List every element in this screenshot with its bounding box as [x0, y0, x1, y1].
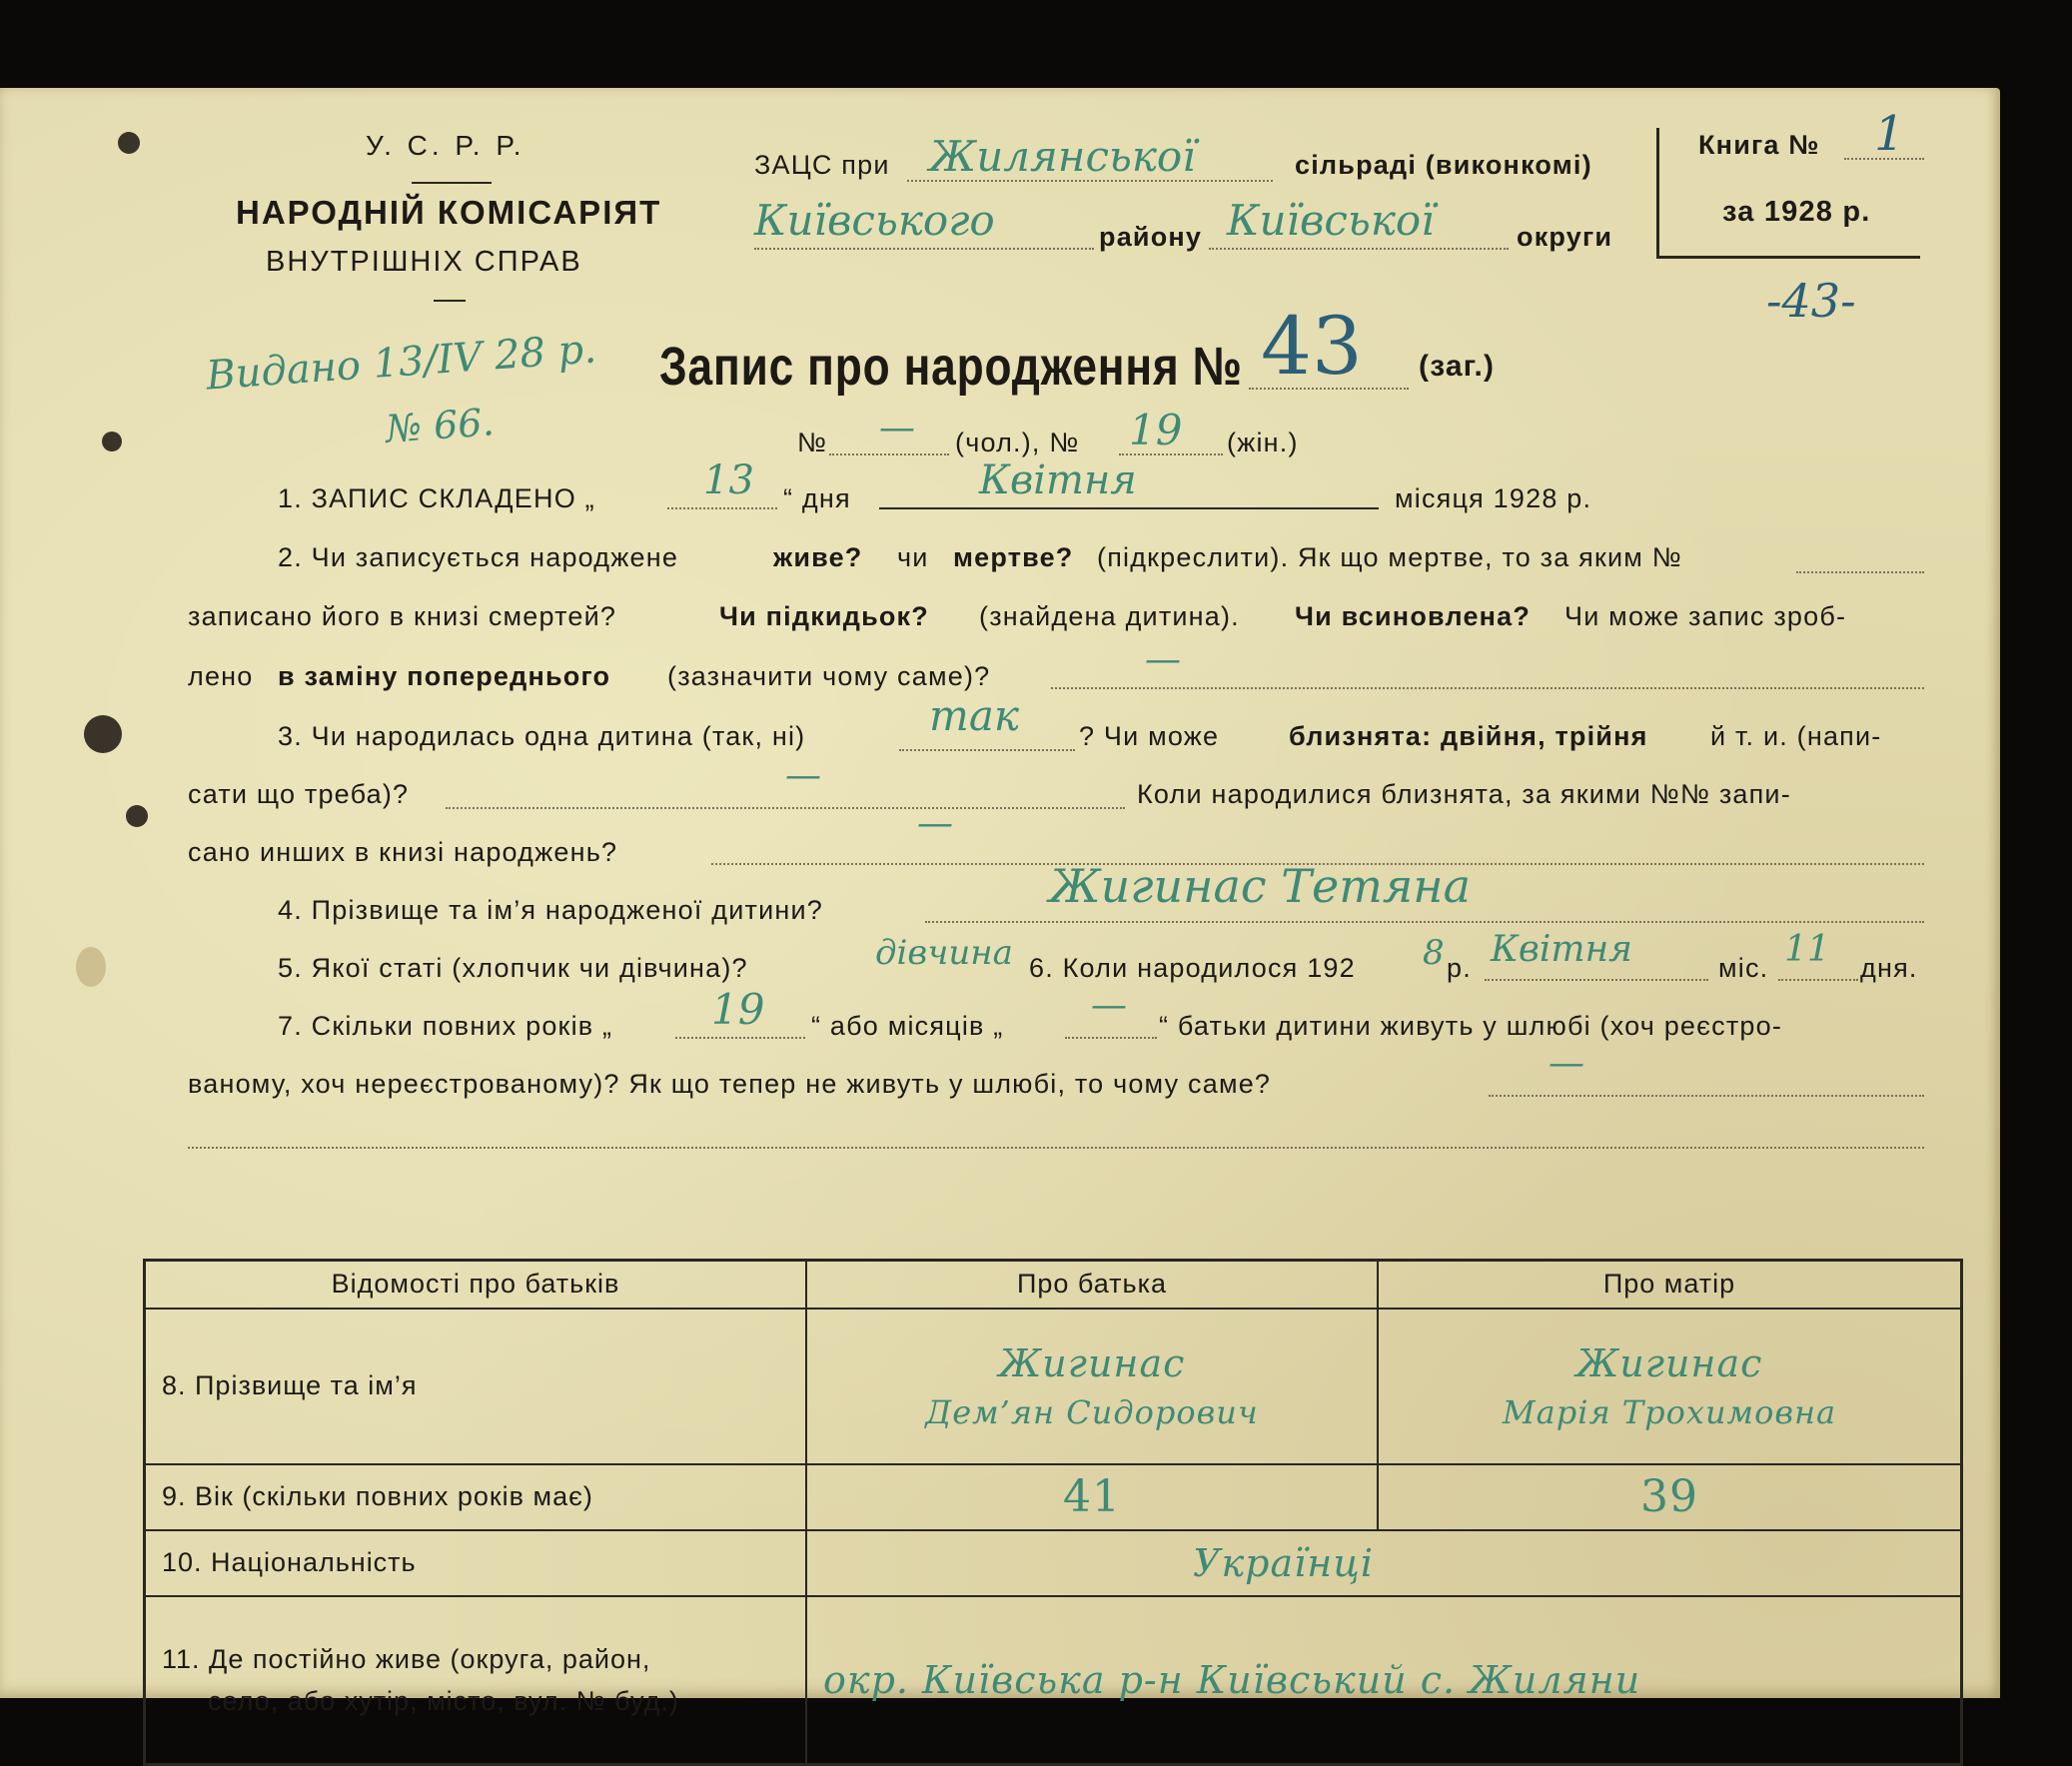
okruga-value: Київської	[1227, 196, 1435, 245]
birth-year-value: 8	[1423, 933, 1445, 973]
residence-value: окр. Київська р-н Київський с. Жиляни	[823, 1657, 1641, 1702]
box-border	[1656, 128, 1659, 258]
q1-day-suffix: “ дня	[783, 483, 851, 513]
q2-line3-b: (зазначити чому саме)?	[667, 661, 991, 691]
book-label: Книга №	[1698, 130, 1820, 160]
fill-line	[1065, 1037, 1157, 1039]
punch-hole	[102, 432, 122, 451]
fill-line	[1209, 248, 1509, 250]
divider	[412, 182, 492, 184]
mother-surname-value: Жигинас	[1575, 1340, 1763, 1385]
q2-line2-c: Чи може запис зроб-	[1564, 601, 1847, 631]
zacs-village-value: Жилянськoї	[929, 132, 1196, 181]
q2-replace: в заміну попереднього	[278, 661, 611, 691]
q7-line1-b: “ або місяців „	[811, 1011, 1004, 1041]
record-title-suffix: (заг.)	[1419, 350, 1496, 383]
q6-mis: міс.	[1718, 953, 1769, 983]
fill-line	[667, 507, 777, 509]
box-border	[1656, 256, 1920, 259]
birth-record-form	[0, 88, 2000, 1716]
q3-line2-a: сати що треба)?	[188, 779, 410, 809]
q2-line1-b: (підкреслити). Як що мертве, то за яким №	[1097, 542, 1682, 572]
q6-dnya: дня.	[1860, 953, 1918, 983]
fill-line	[1489, 1095, 1924, 1097]
q3-line1-a: 3. Чи народилась одна дитина (так, ні)	[278, 721, 806, 751]
residence-label-line2: село, або хутір, місто, вул. № буд.)	[208, 1685, 679, 1716]
fill-line	[925, 921, 1924, 923]
punch-hole	[118, 132, 140, 154]
table-header: Відомості про батьків	[145, 1261, 807, 1309]
father-surname-value: Жигинас	[998, 1340, 1186, 1385]
okruga-label: округи	[1517, 222, 1613, 252]
q1-end: місяця 1928 р.	[1395, 483, 1592, 513]
q1-label: 1. ЗАПИС СКЛАДЕНО „	[278, 483, 595, 513]
father-name-cell	[806, 1309, 1378, 1464]
issued-note: Видано 13/IV 28 р.	[204, 326, 598, 400]
q7-line2: ваному, хоч нереєстрованому)? Як що тепер не живуть у шлюбі, то чому саме?	[188, 1069, 1272, 1099]
table-row	[145, 1596, 1962, 1765]
mother-firstname-value: Марія Трохимовна	[1502, 1392, 1837, 1431]
q5-label: 5. Якої статі (хлопчик чи дівчина)?	[278, 953, 748, 983]
row-label: 8. Прізвище та ім’я	[145, 1309, 807, 1464]
q7-reason-value: —	[1549, 1043, 1584, 1084]
q6-label: 6. Коли народилося 192	[1029, 953, 1356, 983]
fill-line	[1778, 979, 1858, 981]
row-label: 9. Вік (скільки повних років має)	[145, 1464, 807, 1530]
fill-line	[829, 453, 949, 455]
q3-twins-value: —	[785, 755, 821, 796]
issued-number: № 66.	[384, 400, 496, 451]
q2-line2-b: (знайдена дитина).	[979, 601, 1240, 631]
fill-line	[899, 749, 1075, 751]
father-age-value: 41	[1063, 1471, 1121, 1522]
fill-line	[675, 1037, 805, 1039]
book-year: за 1928 р.	[1722, 196, 1871, 228]
q2-replace-value: —	[1145, 639, 1181, 680]
marriage-years-value: 19	[711, 985, 765, 1034]
residence-cell	[806, 1596, 1962, 1765]
q3-twins: близнята: двійня, трійня	[1289, 721, 1648, 751]
row-label: 10. Національність	[145, 1530, 807, 1596]
divider	[434, 300, 466, 302]
parents-table	[143, 1259, 1963, 1766]
child-name-value: Жигинас Тетяна	[1049, 859, 1471, 913]
fill-line	[1796, 571, 1924, 573]
nationality-cell	[806, 1530, 1962, 1596]
fill-line	[446, 807, 1125, 809]
q1-day-value: 13	[703, 457, 754, 503]
silrada-label: сільраді (виконкомі)	[1295, 150, 1592, 180]
q4-label: 4. Прізвище та ім’я народженої дитини?	[278, 895, 823, 925]
male-number-value: —	[879, 408, 915, 448]
record-number-value: 43	[1261, 300, 1363, 393]
q3-line1-c: й т. и. (напи-	[1710, 721, 1882, 751]
q2-alive: живе?	[773, 542, 863, 572]
marriage-months-value: —	[1091, 985, 1127, 1026]
rayon-value: Київського	[754, 196, 995, 245]
mother-name-cell	[1378, 1309, 1962, 1464]
margin-number: -43-	[1766, 274, 1856, 328]
q3-line2-b: Коли народилися близнята, за якими №№ запи-	[1137, 779, 1791, 809]
birth-month-value: Квітня	[1491, 929, 1633, 970]
zacs-label: ЗАЦС при	[754, 150, 890, 180]
punch-hole	[76, 947, 106, 987]
nationality-value: Українці	[1193, 1540, 1374, 1585]
commissariat-subtitle: ВНУТРІШНІХ СПРАВ	[266, 246, 582, 278]
q2-line2-a: записано його в книзі смертей?	[188, 601, 617, 631]
book-number-value: 1	[1874, 106, 1905, 162]
q2-dead: мертве?	[953, 542, 1074, 572]
fill-line	[1051, 687, 1924, 689]
q1-month-value: Квітня	[979, 457, 1137, 503]
fill-line	[188, 1147, 1924, 1149]
q3-line1-b: ? Чи може	[1079, 721, 1220, 751]
residence-label-line1: 11. Де постійно живе (округа, район,	[162, 1643, 651, 1674]
mother-age-value: 39	[1640, 1471, 1698, 1522]
q6-r: р.	[1447, 953, 1472, 983]
rayon-label: району	[1099, 222, 1203, 252]
table-row	[145, 1530, 1962, 1596]
q3-line3-a: сано инших в книзі народжень?	[188, 837, 618, 867]
mother-age-cell	[1378, 1464, 1962, 1530]
q2-line1-a: 2. Чи записується народжене	[278, 542, 679, 572]
q7-line1-c: “ батьки дитини живуть у шлюбі (хоч реєстро-	[1159, 1011, 1783, 1041]
commissariat-title: НАРОДНІЙ КОМІСАРІЯТ	[236, 194, 662, 231]
q7-line1-a: 7. Скільки повних років „	[278, 1011, 613, 1041]
female-label: (жін.)	[1227, 428, 1299, 457]
table-header: Про батька	[806, 1261, 1378, 1309]
punch-hole	[126, 805, 148, 827]
female-number-value: 19	[1129, 406, 1183, 454]
row-label	[145, 1596, 807, 1765]
father-age-cell	[806, 1464, 1378, 1530]
q2-or: чи	[897, 542, 929, 572]
table-row	[145, 1309, 1962, 1464]
sub-number-label: №	[797, 428, 828, 457]
record-title: Запис про народження №	[659, 337, 1243, 397]
fill-line	[754, 248, 1094, 250]
fill-line	[1485, 979, 1708, 981]
male-label: (чол.), №	[955, 428, 1080, 457]
punch-hole	[84, 715, 122, 753]
ussr-label: У. С. Р. Р.	[366, 130, 525, 161]
table-row	[145, 1464, 1962, 1530]
table-header: Про матір	[1378, 1261, 1962, 1309]
father-firstname-value: Дем’ян Сидорович	[925, 1392, 1259, 1431]
q3-others-value: —	[917, 803, 953, 844]
sex-value: дівчина	[875, 933, 1013, 973]
q3-single-value: так	[929, 691, 1019, 740]
q2-found: Чи підкидьок?	[719, 601, 929, 631]
fill-line	[879, 507, 1379, 509]
birth-day-value: 11	[1784, 929, 1830, 970]
q2-line3-a: лено	[188, 661, 254, 691]
q2-adopted: Чи всиновлена?	[1295, 601, 1532, 631]
